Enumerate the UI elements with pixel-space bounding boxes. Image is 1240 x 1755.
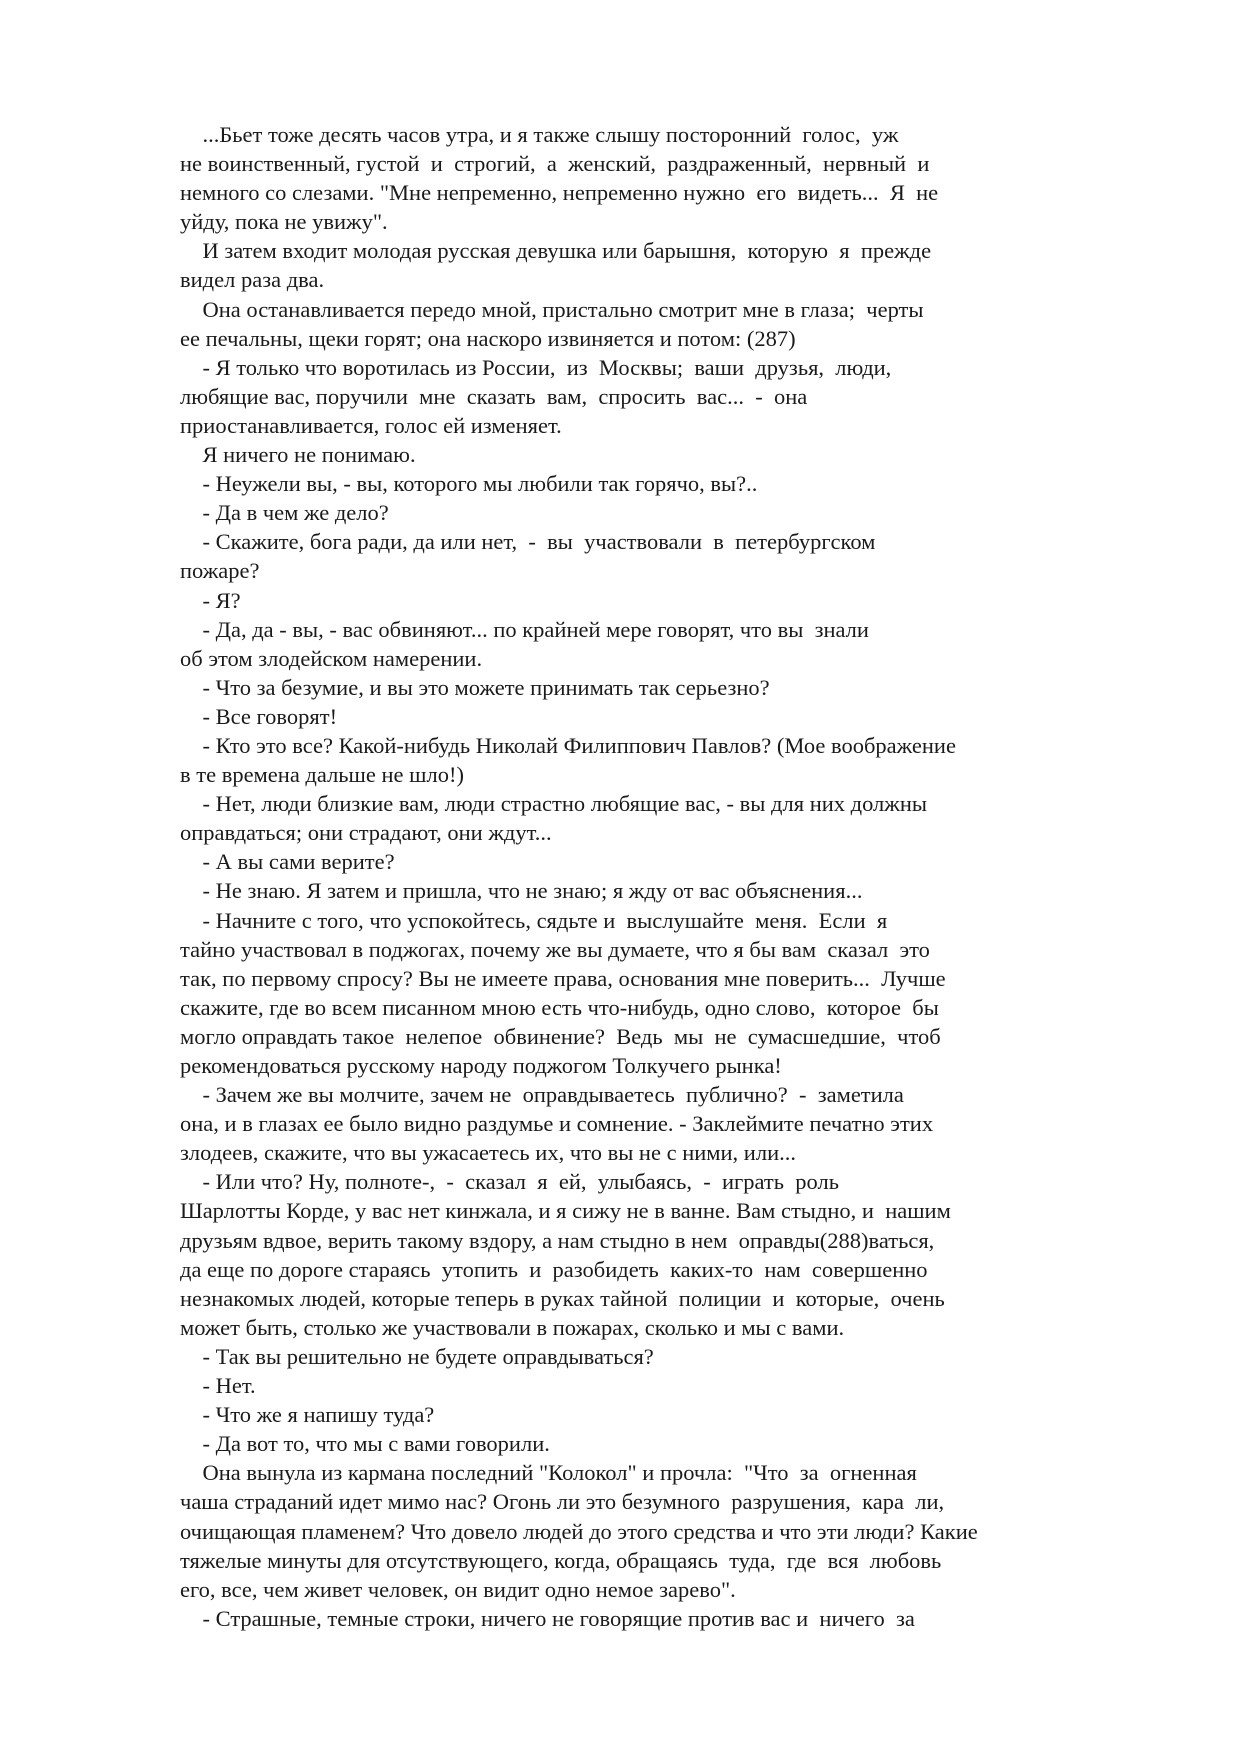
- text-line: злодеев, скажите, что вы ужасаетесь их, что вы не с ними, или...: [180, 1140, 796, 1166]
- text-line: - Да в чем же дело?: [180, 500, 389, 526]
- text-line: может быть, столько же участвовали в пожарах, сколько и мы с вами.: [180, 1314, 845, 1340]
- text-line: чаша страданий идет мимо нас? Огонь ли это безумного разрушения, кара ли,: [180, 1489, 945, 1515]
- text-line: - Да вот то, что мы с вами говорили.: [180, 1431, 550, 1457]
- text-line: - Начните с того, что успокойтесь, сядьте и выслушайте меня. Если я: [180, 907, 888, 933]
- text-line: любящие вас, поручили мне сказать вам, спросить вас... - она: [180, 383, 808, 409]
- text-line: в те времена дальше не шло!): [180, 762, 464, 788]
- text-line: Шарлотты Корде, у вас нет кинжала, и я сижу не в ванне. Вам стыдно, и нашим: [180, 1198, 951, 1224]
- text-line: она, и в глазах ее было видно раздумье и сомнение. - Заклеймите печатно этих: [180, 1111, 934, 1137]
- text-line: - Или что? Ну, полноте-, - сказал я ей, улыбаясь, - играть роль: [180, 1169, 839, 1195]
- text-line: Я ничего не понимаю.: [180, 442, 416, 468]
- text-line: - Что же я напишу туда?: [180, 1402, 435, 1428]
- text-line: ...Бьет тоже десять часов утра, и я также слышу посторонний голос, уж: [180, 122, 899, 147]
- text-line: - Так вы решительно не будете оправдываться?: [180, 1343, 654, 1369]
- text-line: незнакомых людей, которые теперь в руках тайной полиции и которые, очень: [180, 1285, 945, 1311]
- text-line: - Да, да - вы, - вас обвиняют... по крайней мере говорят, что вы знали: [180, 616, 869, 642]
- text-line: - Я?: [180, 587, 241, 613]
- text-line: друзьям вдвое, верить такому вздору, а нам стыдно в нем оправды(288)ваться,: [180, 1227, 935, 1253]
- text-line: тайно участвовал в поджогах, почему же вы думаете, что я бы вам сказал это: [180, 936, 930, 962]
- text-line: - Скажите, бога ради, да или нет, - вы участвовали в петербургском: [180, 529, 876, 555]
- text-line: немного со слезами. "Мне непременно, непременно нужно его видеть... Я не: [180, 180, 939, 206]
- text-line: оправдаться; они страдают, они ждут...: [180, 820, 552, 846]
- text-line: пожаре?: [180, 558, 260, 584]
- document-page: [180, 120, 1080, 1633]
- text-line: очищающая пламенем? Что довело людей до этого средства и что эти люди? Какие: [180, 1518, 978, 1544]
- text-line: приостанавливается, голос ей изменяет.: [180, 412, 562, 438]
- text-line: да еще по дороге стараясь утопить и разобидеть каких-то нам совершенно: [180, 1256, 928, 1282]
- text-line: Она останавливается передо мной, пристально смотрит мне в глаза; черты: [180, 296, 924, 322]
- text-line: - Все говорят!: [180, 703, 338, 729]
- text-line: видел раза два.: [180, 267, 325, 293]
- text-line: тяжелые минуты для отсутствующего, когда, обращаясь туда, где вся любовь: [180, 1547, 942, 1573]
- text-line: могло оправдать такое нелепое обвинение? Ведь мы не сумасшедшие, чтоб: [180, 1023, 941, 1049]
- text-line: - Я только что воротилась из России, из Москвы; ваши друзья, люди,: [180, 354, 892, 380]
- text-line: - А вы сами верите?: [180, 849, 395, 875]
- text-line: - Неужели вы, - вы, которого мы любили так горячо, вы?..: [180, 471, 758, 497]
- text-line: об этом злодейском намерении.: [180, 645, 483, 671]
- text-line: И затем входит молодая русская девушка или барышня, которую я прежде: [180, 238, 932, 264]
- text-line: скажите, где во всем писанном мною есть что-нибудь, одно слово, которое бы: [180, 994, 939, 1020]
- text-line: Она вынула из кармана последний "Колокол" и прочла: "Что за огненная: [180, 1460, 917, 1486]
- text-line: - Страшные, темные строки, ничего не говорящие против вас и ничего за: [180, 1605, 915, 1631]
- text-line: так, по первому спросу? Вы не имеете права, основания мне поверить... Лучше: [180, 965, 946, 991]
- text-line: - Что за безумие, и вы это можете принимать так серьезно?: [180, 674, 770, 700]
- text-line: уйду, пока не увижу".: [180, 209, 388, 235]
- text-line: его, все, чем живет человек, он видит одно немое зарево".: [180, 1576, 736, 1602]
- text-line: - Зачем же вы молчите, зачем не оправдываетесь публично? - заметила: [180, 1082, 904, 1108]
- text-line: - Не знаю. Я затем и пришла, что не знаю; я жду от вас объяснения...: [180, 878, 863, 904]
- text-line: - Кто это все? Какой-нибудь Николай Филиппович Павлов? (Мое воображение: [180, 732, 956, 758]
- text-line: рекомендоваться русскому народу поджогом Толкучего рынка!: [180, 1053, 782, 1078]
- text-line: ее печальны, щеки горят; она наскоро извиняется и потом: (287): [180, 325, 796, 351]
- text-line: - Нет.: [180, 1373, 256, 1399]
- text-line: - Нет, люди близкие вам, люди страстно любящие вас, - вы для них должны: [180, 791, 927, 817]
- text-line: не воинственный, густой и строгий, а женский, раздраженный, нервный и: [180, 151, 930, 177]
